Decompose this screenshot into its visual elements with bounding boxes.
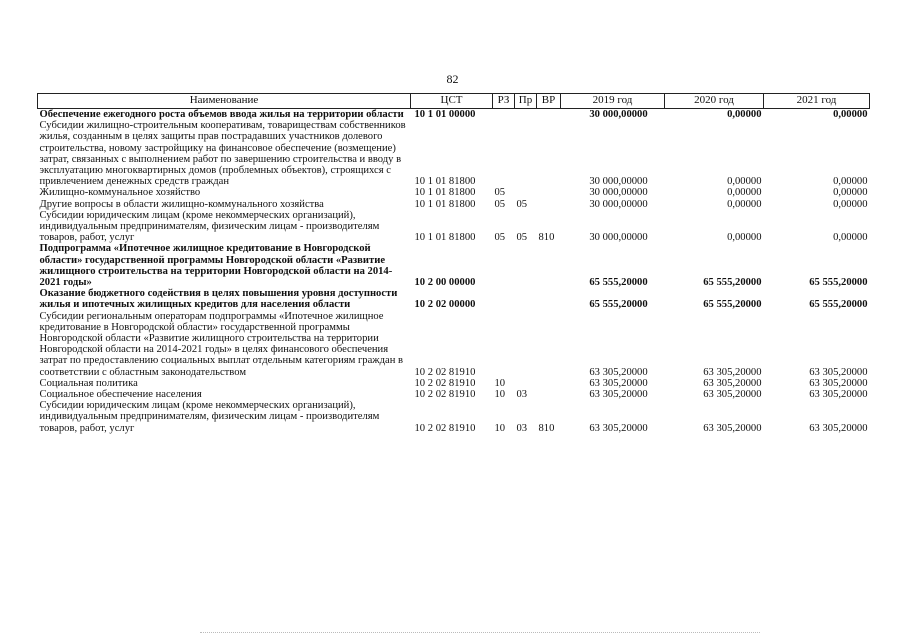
table-body bbox=[38, 109, 870, 434]
cell-rz bbox=[493, 109, 515, 121]
cell-pr bbox=[515, 109, 537, 121]
cell-rz: 05 bbox=[494, 187, 506, 199]
cell-cst: 10 1 01 00000 bbox=[414, 109, 476, 120]
cell-2019: 30 000,00000 bbox=[589, 198, 648, 210]
page-number: 82 bbox=[446, 72, 459, 86]
header-pr: Пр bbox=[515, 94, 537, 109]
cell-cst: 10 1 01 81800 bbox=[414, 176, 476, 188]
cell-2019: 63 305,20000 bbox=[589, 389, 648, 401]
cell-cst: 10 2 02 81910 bbox=[414, 377, 476, 389]
cell-2021: 63 305,20000 bbox=[809, 377, 868, 389]
header-vr: ВР bbox=[537, 94, 561, 109]
table-row bbox=[38, 288, 870, 310]
cell-2020: 63 305,20000 bbox=[703, 377, 762, 389]
cell-pr bbox=[515, 378, 537, 389]
cell-vr bbox=[537, 311, 561, 378]
header-rz: РЗ bbox=[493, 94, 515, 109]
cell-vr bbox=[537, 389, 561, 400]
cell-vr: 810 bbox=[538, 422, 555, 434]
cell-2021: 0,00000 bbox=[833, 198, 868, 210]
cell-name: Субсидии юридическим лицам (кроме некоммерческих организаций), индивидуальным предпринимателям, физическим лицам - производителям товаров, работ, услуг bbox=[39, 209, 380, 244]
cell-cst: 10 2 00 00000 bbox=[414, 277, 476, 289]
cell-2020: 0,00000 bbox=[727, 198, 762, 210]
cell-rz bbox=[493, 120, 515, 187]
cell-2020: 65 555,20000 bbox=[703, 277, 762, 289]
cell-2020: 0,00000 bbox=[727, 187, 762, 199]
cell-pr bbox=[515, 311, 537, 378]
cell-pr bbox=[515, 187, 537, 198]
cell-2019: 63 305,20000 bbox=[589, 422, 648, 434]
cell-2019: 65 555,20000 bbox=[589, 299, 648, 311]
cell-vr bbox=[537, 109, 561, 121]
cell-2021: 63 305,20000 bbox=[809, 366, 868, 378]
table-row bbox=[38, 378, 870, 389]
table-header-row bbox=[38, 94, 870, 109]
cell-vr bbox=[537, 243, 561, 288]
table-row bbox=[38, 187, 870, 198]
cell-cst: 10 1 01 81800 bbox=[414, 232, 476, 244]
cell-rz: 10 bbox=[494, 389, 506, 401]
cell-2019: 30 000,00000 bbox=[589, 232, 648, 244]
cell-2020: 63 305,20000 bbox=[703, 389, 762, 401]
cell-cst: 10 2 02 81910 bbox=[414, 366, 476, 378]
cell-rz: 05 bbox=[494, 232, 506, 244]
cell-rz: 10 bbox=[494, 377, 506, 389]
scan-artifact-line bbox=[200, 632, 760, 636]
header-cst: ЦСТ bbox=[411, 94, 493, 109]
cell-2019: 63 305,20000 bbox=[589, 377, 648, 389]
cell-2021: 65 555,20000 bbox=[809, 277, 868, 289]
cell-2020: 63 305,20000 bbox=[703, 422, 762, 434]
table-row bbox=[38, 120, 870, 187]
cell-2020: 0,00000 bbox=[727, 232, 762, 244]
cell-pr bbox=[515, 120, 537, 187]
cell-vr bbox=[537, 378, 561, 389]
cell-pr: 05 bbox=[516, 198, 528, 210]
cell-cst: 10 2 02 81910 bbox=[414, 422, 476, 434]
cell-pr bbox=[515, 288, 537, 310]
cell-rz bbox=[493, 288, 515, 310]
table-row bbox=[38, 109, 870, 121]
cell-pr: 05 bbox=[516, 232, 528, 244]
cell-rz bbox=[493, 243, 515, 288]
cell-2020: 65 555,20000 bbox=[703, 299, 762, 311]
cell-2021: 0,00000 bbox=[833, 187, 868, 199]
cell-2021: 63 305,20000 bbox=[809, 422, 868, 434]
table-row bbox=[38, 210, 870, 244]
cell-pr bbox=[515, 243, 537, 288]
table-row bbox=[38, 389, 870, 400]
table-row bbox=[38, 243, 870, 288]
table-row bbox=[38, 311, 870, 378]
cell-rz: 05 bbox=[494, 198, 506, 210]
cell-2020: 63 305,20000 bbox=[703, 366, 762, 378]
cell-2021: 0,00000 bbox=[833, 109, 868, 120]
cell-pr: 03 bbox=[516, 389, 528, 401]
header-2019: 2019 год bbox=[561, 94, 665, 109]
cell-2021: 0,00000 bbox=[833, 232, 868, 244]
table-row bbox=[38, 199, 870, 210]
cell-vr: 810 bbox=[538, 232, 555, 244]
header-name: Наименование bbox=[38, 94, 411, 109]
cell-2020: 0,00000 bbox=[727, 109, 762, 120]
cell-name: Социальная политика bbox=[39, 377, 138, 389]
cell-cst: 10 1 01 81800 bbox=[414, 198, 476, 210]
cell-2021: 0,00000 bbox=[833, 176, 868, 188]
cell-name: Жилищно-коммунальное хозяйство bbox=[39, 187, 201, 199]
cell-2019: 30 000,00000 bbox=[589, 176, 648, 188]
header-2021: 2021 год bbox=[764, 94, 870, 109]
cell-2019: 63 305,20000 bbox=[589, 366, 648, 378]
budget-table bbox=[37, 93, 870, 434]
cell-name: Другие вопросы в области жилищно-коммунального хозяйства bbox=[39, 198, 324, 210]
cell-2019: 65 555,20000 bbox=[589, 277, 648, 289]
cell-name: Подпрограмма «Ипотечное жилищное кредитование в Новгородской области» государственной программы Новгородской области «Развитие жилищного строительства на территории Новгородской области на 2014-2021 годы» bbox=[39, 243, 393, 289]
cell-cst: 10 2 02 81910 bbox=[414, 389, 476, 401]
cell-vr bbox=[537, 187, 561, 198]
cell-2019: 30 000,00000 bbox=[589, 187, 648, 199]
cell-2021: 63 305,20000 bbox=[809, 389, 868, 401]
cell-pr: 03 bbox=[516, 422, 528, 434]
cell-name: Субсидии региональным операторам подпрограммы «Ипотечное жилищное кредитование в Новгородской области» государственной программы Новгородской области «Развитие жилищного строительства на территории Новгородской области на 2014-2021 годы» в целях финансового обеспечения затрат по предоставлению социальных выплат отдельным категориям граждан в соответствии с областным законодательством bbox=[39, 310, 404, 378]
cell-name: Субсидии юридическим лицам (кроме некоммерческих организаций), индивидуальным предпринимателям, физическим лицам - производителям товаров, работ, услуг bbox=[39, 400, 380, 434]
header-2020: 2020 год bbox=[665, 94, 764, 109]
cell-name: Оказание бюджетного содействия в целях повышения уровня доступности жилья и ипотечных жилищных кредитов для населения области bbox=[39, 288, 398, 311]
cell-rz: 10 bbox=[494, 422, 506, 434]
cell-vr bbox=[537, 288, 561, 310]
cell-name: Обеспечение ежегодного роста объемов ввода жилья на территории области bbox=[39, 109, 404, 120]
cell-name: Субсидии жилищно-строительным кооперативам, товариществам собственников жилья, созданным в целях защиты прав пострадавших участников долевого строительства, новому застройщику на финансовое обеспечение (возмещение) затрат, связанных с выполнением работ по завершению строительства и вводу в эксплуатацию многоквартирных домов (проблемных объектов), строящихся с привлечением денежных средств граждан bbox=[39, 120, 406, 188]
cell-2019: 30 000,00000 bbox=[589, 109, 648, 120]
cell-cst: 10 2 02 00000 bbox=[414, 299, 476, 311]
cell-rz bbox=[493, 311, 515, 378]
table-row bbox=[38, 400, 870, 434]
cell-2021: 65 555,20000 bbox=[809, 299, 868, 311]
cell-cst: 10 1 01 81800 bbox=[414, 187, 476, 199]
cell-vr bbox=[537, 120, 561, 187]
cell-vr bbox=[537, 199, 561, 210]
cell-2020: 0,00000 bbox=[727, 176, 762, 188]
cell-name: Социальное обеспечение населения bbox=[39, 389, 202, 401]
